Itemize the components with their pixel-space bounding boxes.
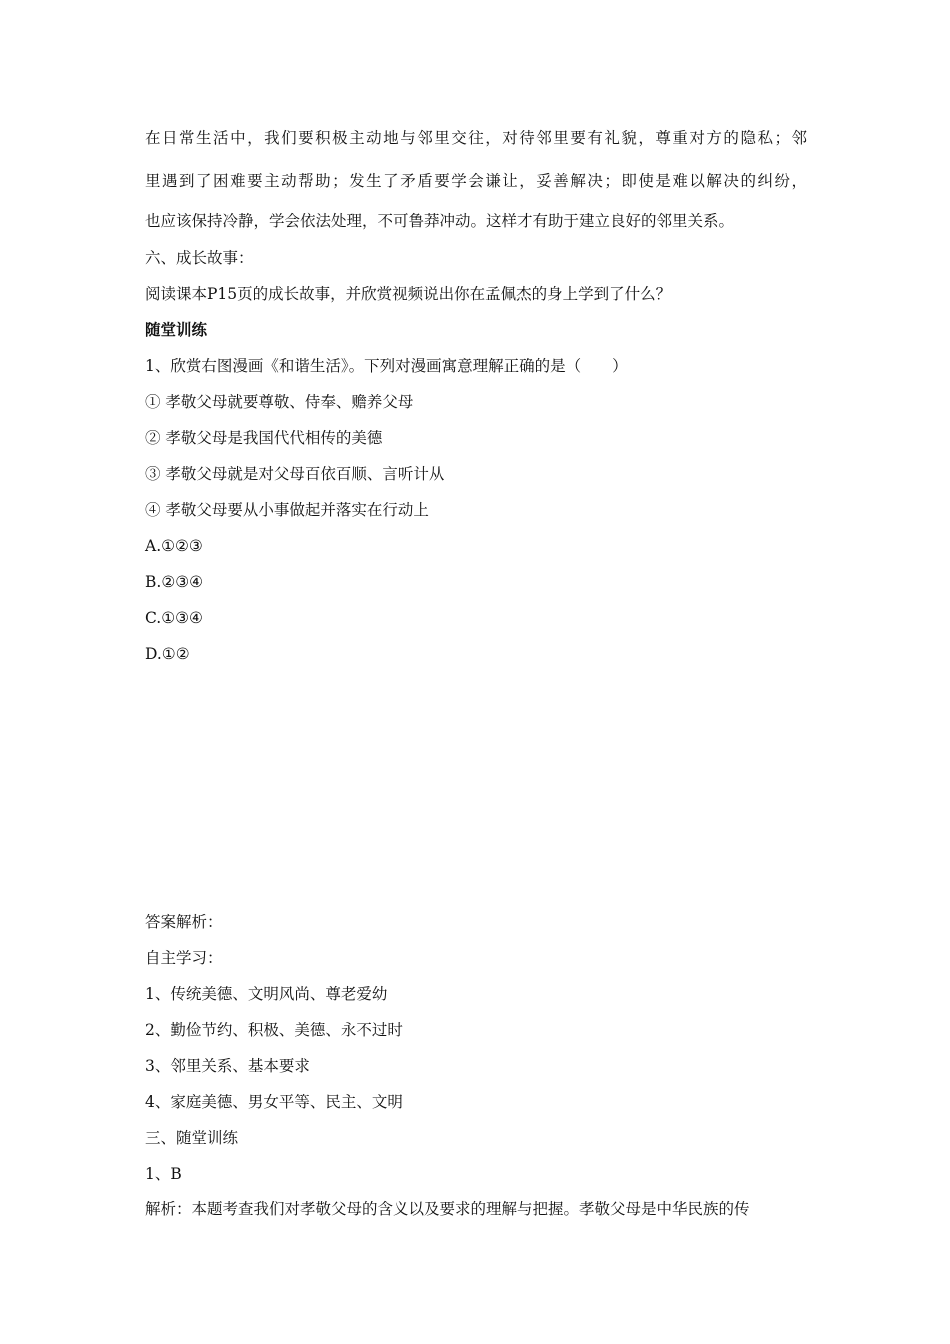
option-b: B.②③④ <box>145 573 204 591</box>
option-a: A.①②③ <box>145 537 203 555</box>
self-study-answer-3: 3、邻里关系、基本要求 <box>145 1057 310 1075</box>
paragraph-line-3: 也应该保持冷静，学会依法处理，不可鲁莽冲动。这样才有助于建立良好的邻里关系。 <box>145 212 735 230</box>
self-study-answer-4: 4、家庭美德、男女平等、民主、文明 <box>145 1093 403 1111</box>
paragraph-line-1: 在日常生活中，我们要积极主动地与邻里交往，对待邻里要有礼貌，尊重对方的隐私；邻 <box>145 129 807 147</box>
option-d: D.①② <box>145 645 190 663</box>
analysis-text: 解析：本题考查我们对孝敬父母的含义以及要求的理解与把握。孝敬父母是中华民族的传 <box>145 1200 750 1218</box>
practice-heading: 随堂训练 <box>145 321 208 339</box>
option-c: C.①③④ <box>145 609 203 627</box>
statement-4: ④ 孝敬父母要从小事做起并落实在行动上 <box>145 501 429 519</box>
self-study-answer-2: 2、勤俭节约、积极、美德、永不过时 <box>145 1021 403 1039</box>
section-heading-growth-story: 六、成长故事： <box>145 249 254 267</box>
self-study-heading: 自主学习： <box>145 949 223 967</box>
growth-story-text: 阅读课本P15页的成长故事，并欣赏视频说出你在孟佩杰的身上学到了什么？ <box>145 285 672 303</box>
practice-answers-heading: 三、随堂训练 <box>145 1129 239 1147</box>
paragraph-line-2: 里遇到了困难要主动帮助；发生了矛盾要学会谦让，妥善解决；即使是难以解决的纠纷， <box>145 172 807 190</box>
statement-3: ③ 孝敬父母就是对父母百依百顺、言听计从 <box>145 465 445 483</box>
statement-2: ② 孝敬父母是我国代代相传的美德 <box>145 429 383 447</box>
statement-1: ① 孝敬父母就要尊敬、侍奉、赡养父母 <box>145 393 414 411</box>
self-study-answer-1: 1、传统美德、文明风尚、尊老爱幼 <box>145 985 388 1003</box>
practice-answer-1: 1、B <box>145 1165 182 1183</box>
answers-heading: 答案解析： <box>145 913 223 931</box>
question-1: 1、欣赏右图漫画《和谐生活》。下列对漫画寓意理解正确的是（ ） <box>145 357 628 375</box>
